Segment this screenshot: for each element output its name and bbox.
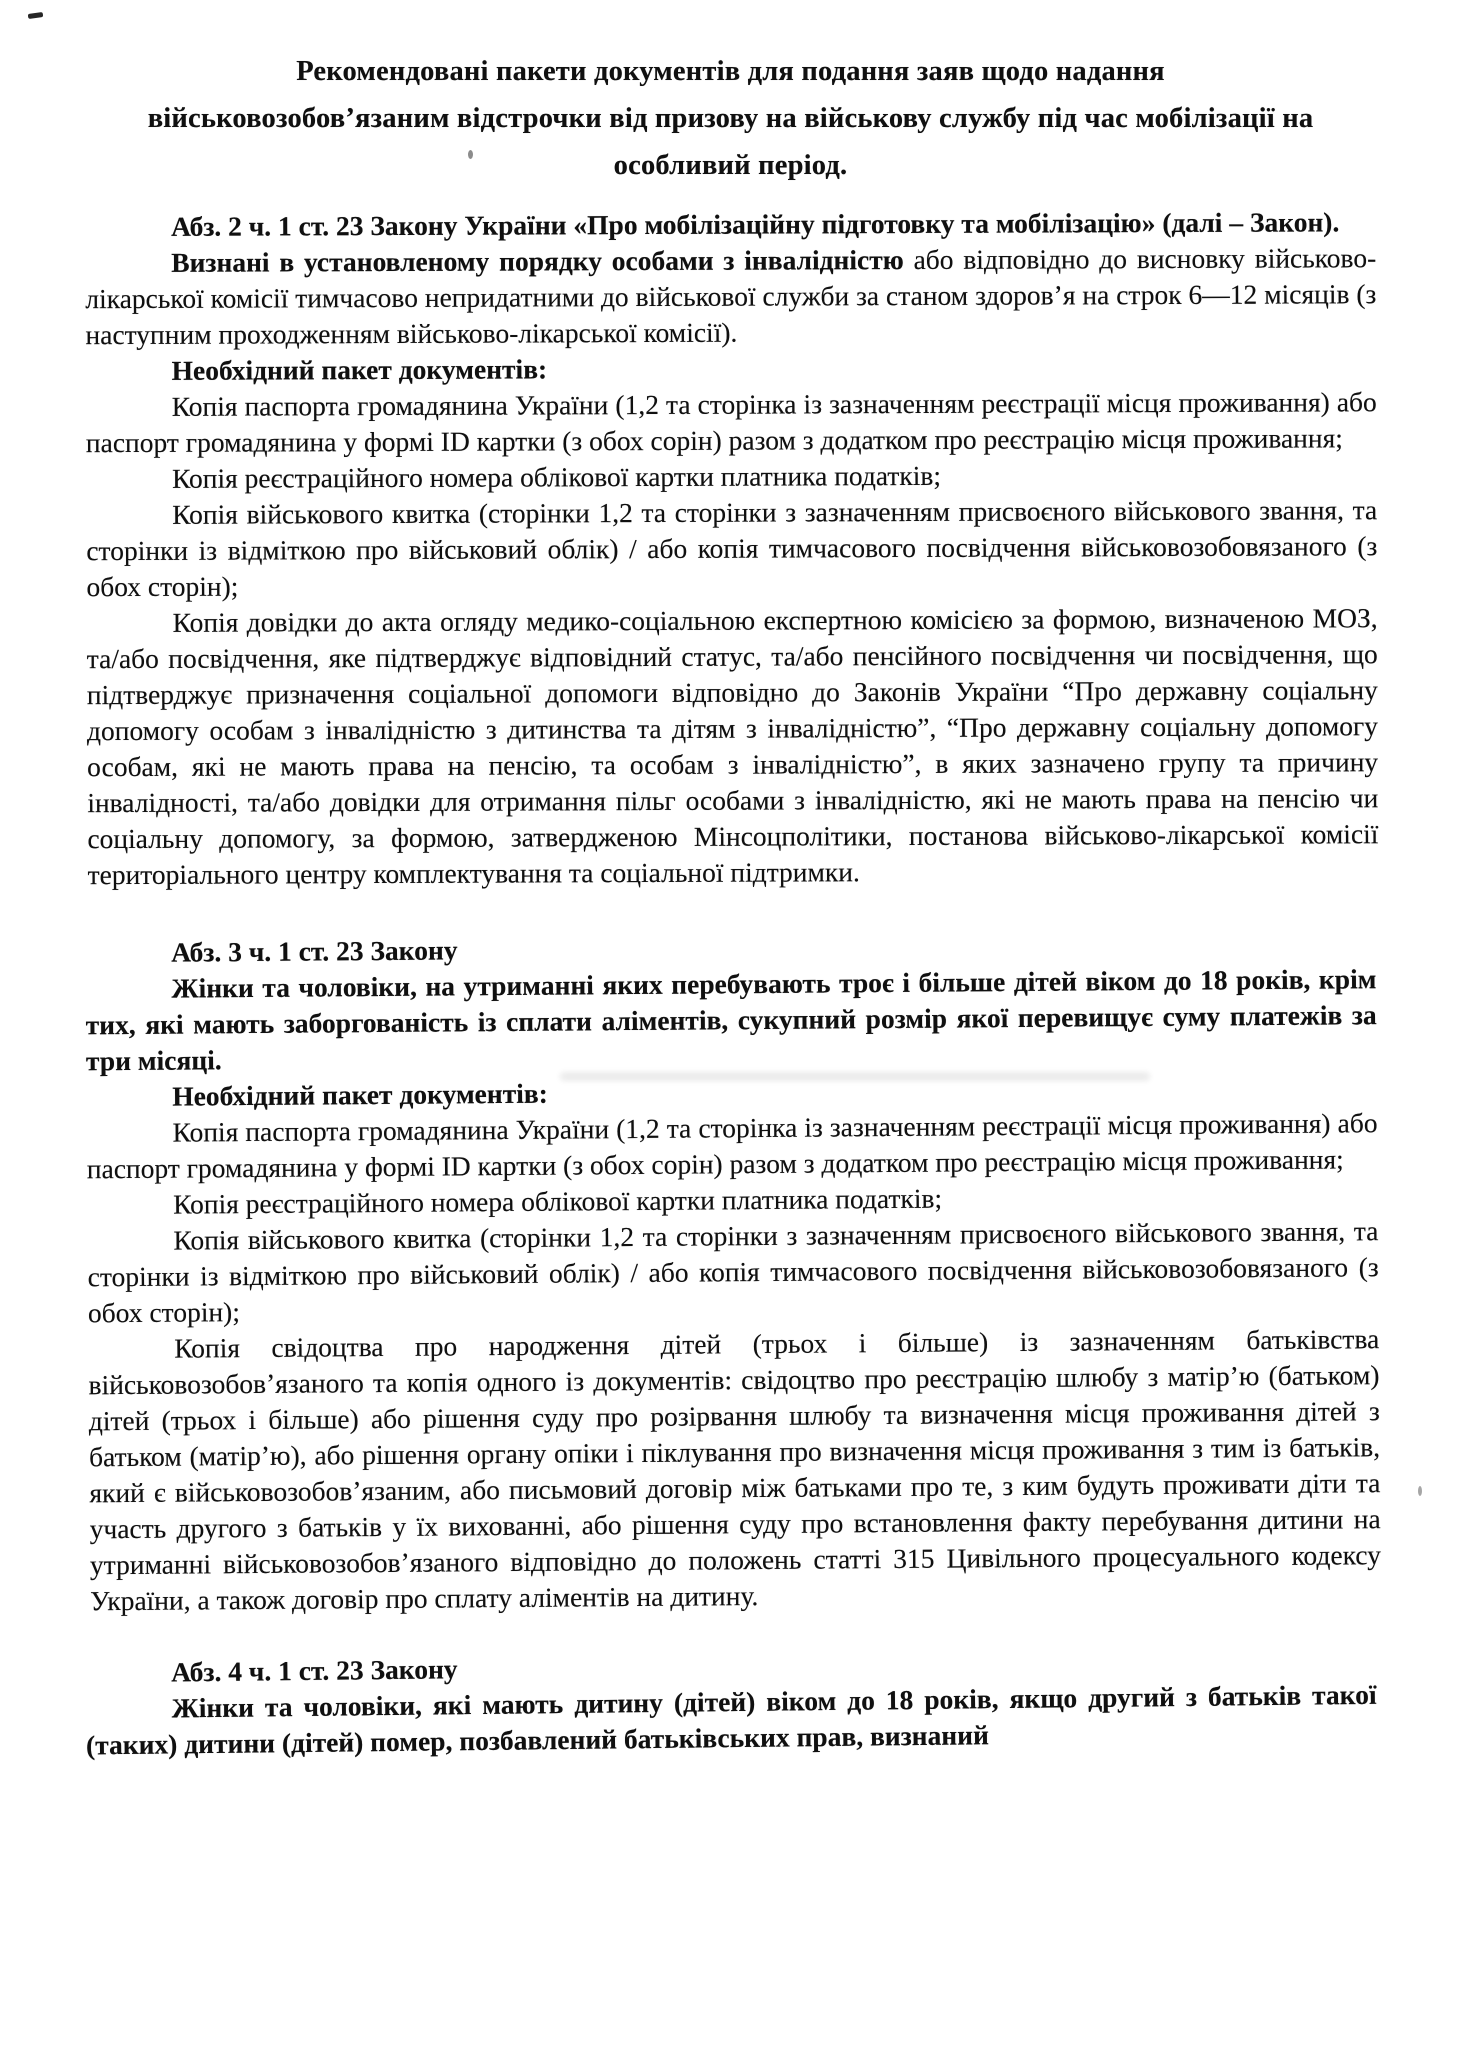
document-item: Копія реєстраційного номера облікової картки платника податків; [172, 1182, 943, 1220]
package-heading: Необхідний пакет документів: [171, 353, 548, 386]
section-lead [85, 240, 1376, 353]
section-lead: Жінки та чоловіки, на утриманні яких перебувають троє і більше дітей віком до 18 років, крім тих, які мають заборгованість із сплати аліментів, сукупний розмір якої перевищує суму платежів за три місяці. [85, 963, 1377, 1077]
document-item: Копія військового квитка (сторінки 1,2 та сторінки з зазначенням присвоєного військового звання, та сторінки із відміткою про військовий облік) / або копія тимчасового посвідчення військовозобовязаного (з обох сторін); [87, 1215, 1379, 1329]
document-item: Копія реєстраційного номера облікової картки платника податків; [171, 459, 942, 494]
package-heading: Необхідний пакет документів: [172, 1077, 548, 1112]
section-heading: Абз. 2 ч. 1 ст. 23 Закону України «Про мобілізаційну підготовку та мобілізацію» (далі – Закон). [171, 206, 1340, 242]
section-heading: Абз. 4 ч. 1 ст. 23 Закону [171, 1653, 458, 1688]
document-title [85, 0, 1376, 189]
document-item: Копія військового квитка (сторінки 1,2 та сторінки з зазначенням присвоєного військового звання, та сторінки із відміткою про військовий облік) / або копія тимчасового посвідчення військовозобовязаного (з обох сторін); [86, 494, 1378, 603]
document-title-line: Рекомендовані пакети документів для подання заяв щодо надання [296, 56, 1165, 87]
document-item: Копія свідоцтва про народження дітей (трьох і більше) із зазначенням батьківства військовозобов’язаного та копія одного із документів: свідоцтво про реєстрацію шлюбу з матір’ю (батьком) дітей (трьох і більше) або рішення суду про розірвання шлюбу та визначення місця проживання дітей з батьком (матір’ю), або рішення органу опіки і піклування про визначення місця проживання з тим із батьків, який є військовозобов’язаним, або письмовий договір між батьками про те, з ким будуть проживати діти та участь другого з батьків у їх вихованні, або рішення суду про встановлення факту перебування дитини на утриманні військовозобов’язаного відповідно до положень статті 315 Цивільного процесуального кодексу України, а також договір про сплату аліментів на дитину. [88, 1323, 1382, 1617]
document-title-line: військовозобов’язаним відстрочки від призову на військову службу під час мобілізації на [147, 103, 1314, 134]
document-item: Копія паспорта громадянина України (1,2 та сторінка із зазначенням реєстрації місця проживання) або паспорт громадянина у формі ID картки (з обох сорін) разом з додатком про реєстрацію місця проживання; [86, 1107, 1378, 1185]
document-item: Копія довідки до акта огляду медико-соціальною експертною комісією за формою, визначеною МОЗ, та/або посвідчення, яке підтверджує відповідний статус, та/або пенсійного посвідчення чи посвідчення, що підтверджує призначення соціальної допомоги відповідно до Законів України “Про державну соціальну допомогу особам з інвалідністю з дитинства та дітям з інвалідністю”, “Про державну соціальну допомогу особам, які не мають права на пенсію, та особам з інвалідністю”, в яких зазначено групу та причину інвалідності, та/або довідки для отримання пільг особами з інвалідністю, які не мають права на пенсію чи соціальну допомогу, за формою, затвердженою Мінсоцполітики, постанова військово-лікарської комісії територіального центру комплектування та соціальної підтримки. [86, 602, 1379, 891]
section-lead-rest: або відповідно до висновку військово-лікарської комісії тимчасово непридатними до військової служби за станом здоров’я на строк 6—12 місяців (з наступним проходженням військово-лікарської комісії). [85, 242, 1377, 351]
section-abz-3 [85, 925, 1381, 1619]
section-abz-2 [85, 204, 1379, 893]
section-lead: Жінки та чоловіки, які мають дитину (дітей) віком до 18 років, якщо другий з батьків такої (таких) дитини (дітей) помер, позбавлений батьківських прав, визнаний [85, 1678, 1377, 1761]
document-title-line: особливий період. [613, 150, 848, 181]
section-heading: Абз. 3 ч. 1 ст. 23 Закону [171, 934, 458, 968]
section-abz-4 [85, 1641, 1377, 1764]
section-lead-bold: Визнані в установленому порядку особами з інвалідністю [171, 244, 904, 278]
document-item: Копія паспорта громадянина України (1,2 та сторінка із зазначенням реєстрації місця проживання) або паспорт громадянина у формі ID картки (з обох сорін) разом з додатком про реєстрацію місця проживання; [85, 386, 1377, 459]
